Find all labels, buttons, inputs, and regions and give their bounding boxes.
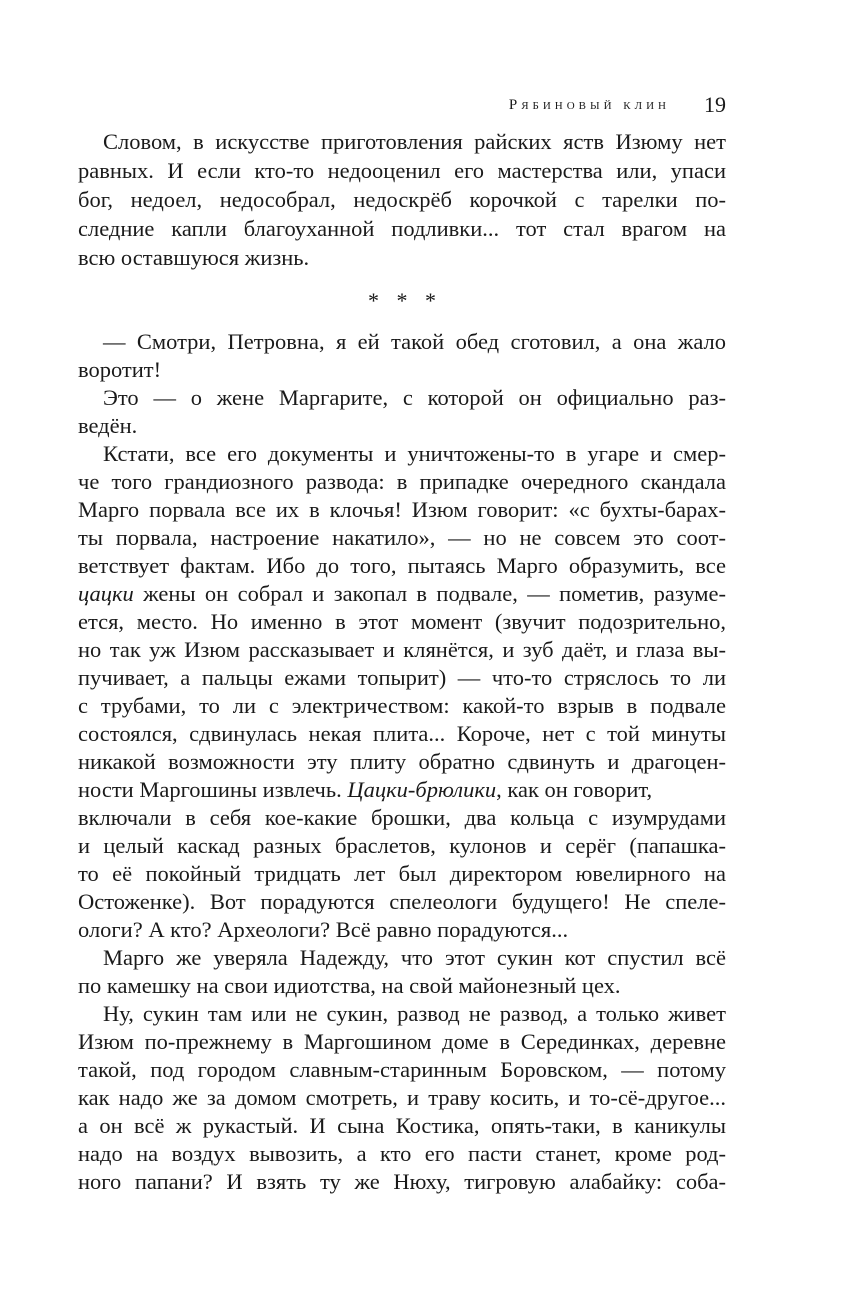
text-line: такой, под городом славным-старинным Боровском, — потому xyxy=(78,1057,726,1082)
text-line: ного папани? И взять ту же Нюху, тигровую алабайку: соба- xyxy=(78,1169,726,1194)
text-line: Изюм по-прежнему в Маргошином доме в Серединках, деревне xyxy=(78,1029,726,1054)
text-line: бог, недоел, недособрал, недоскрёб корочкой с тарелки по- xyxy=(78,187,726,212)
page-header xyxy=(78,92,726,118)
text-line: надо на воздух вывозить, а кто его пасти станет, кроме род- xyxy=(78,1141,726,1166)
italic-word: цацки xyxy=(78,581,134,606)
text-line: и целый каскад разных браслетов, кулонов и серёг (папашка- xyxy=(78,833,726,858)
text-line: по камешку на свои идиотства, на свой майонезный цех. xyxy=(78,973,621,998)
text-line: Кстати, все его документы и уничтожены-то в угаре и смер- xyxy=(103,441,726,466)
text-line: пучивает, а пальцы ежами топырит) — что-то стряслось то ли xyxy=(78,665,726,690)
text-line: как надо же за домом смотреть, и траву косить, и то-сё-другое... xyxy=(78,1085,726,1110)
text-line: Ну, сукин там или не сукин, развод не развод, а только живет xyxy=(103,1001,726,1026)
text-line: Марго же уверяла Надежду, что этот сукин кот спустил всё xyxy=(103,945,726,970)
text-line: с трубами, то ли с электричеством: какой-то взрыв в подвале xyxy=(78,693,726,718)
text-line: Марго порвала все их в клочья! Изюм говорит: «с бухты-барах- xyxy=(78,497,726,522)
text-line: ты порвала, настроение накатило», — но не совсем это соот- xyxy=(78,525,726,550)
text-line: то её покойный тридцать лет был директором ювелирного на xyxy=(78,861,726,886)
text-line: всю оставшуюся жизнь. xyxy=(78,245,310,270)
italic-phrase: Цацки-брюлики xyxy=(347,777,497,802)
text-line: состоялся, сдвинулась некая плита... Короче, нет с той минуты xyxy=(78,721,726,746)
text-line: цацки жены он собрал и закопал в подвале, — пометив, разуме- xyxy=(78,581,726,606)
text-line: но так уж Изюм рассказывает и клянётся, и зуб даёт, и глаза вы- xyxy=(78,637,726,662)
text-line: ется, место. Но именно в этот момент (звучит подозрительно, xyxy=(78,609,726,634)
text-line: че того грандиозного развода: в припадке очередного скандала xyxy=(78,469,726,494)
running-title: Рябиновый клин xyxy=(508,97,670,113)
text-line: Словом, в искусстве приготовления райских яств Изюму нет xyxy=(103,129,726,154)
text-line: равных. И если кто-то недооценил его мастерства или, упаси xyxy=(78,158,726,183)
section-separator: * * * xyxy=(368,288,436,313)
text-line: — Смотри, Петровна, я ей такой обед сготовил, а она жало xyxy=(103,329,726,354)
text-line: ветствует фактам. Ибо до того, пытаясь Марго образумить, все xyxy=(78,553,726,578)
text-line: воротит! xyxy=(78,357,162,382)
text-line: а он всё ж рукастый. И сына Костика, опять-таки, в каникулы xyxy=(78,1113,726,1138)
text-line: Это — о жене Маргарите, с которой он официально раз- xyxy=(103,385,726,410)
text-line: Остоженке). Вот порадуются спелеологи будущего! Не спеле- xyxy=(78,889,726,914)
text-line: следние капли благоуханной подливки... тот стал врагом на xyxy=(78,216,726,241)
text-line: никакой возможности эту плиту обратно сдвинуть и драгоцен- xyxy=(78,749,726,774)
text-line: ологи? А кто? Археологи? Всё равно порадуются... xyxy=(78,917,569,942)
text-line: включали в себя кое-какие брошки, два кольца с изумрудами xyxy=(78,805,726,830)
page-number: 19 xyxy=(704,92,726,117)
text-line: ности Маргошины извлечь. Цацки-брюлики, как он говорит, xyxy=(78,777,653,802)
text-line: ведён. xyxy=(78,413,138,438)
